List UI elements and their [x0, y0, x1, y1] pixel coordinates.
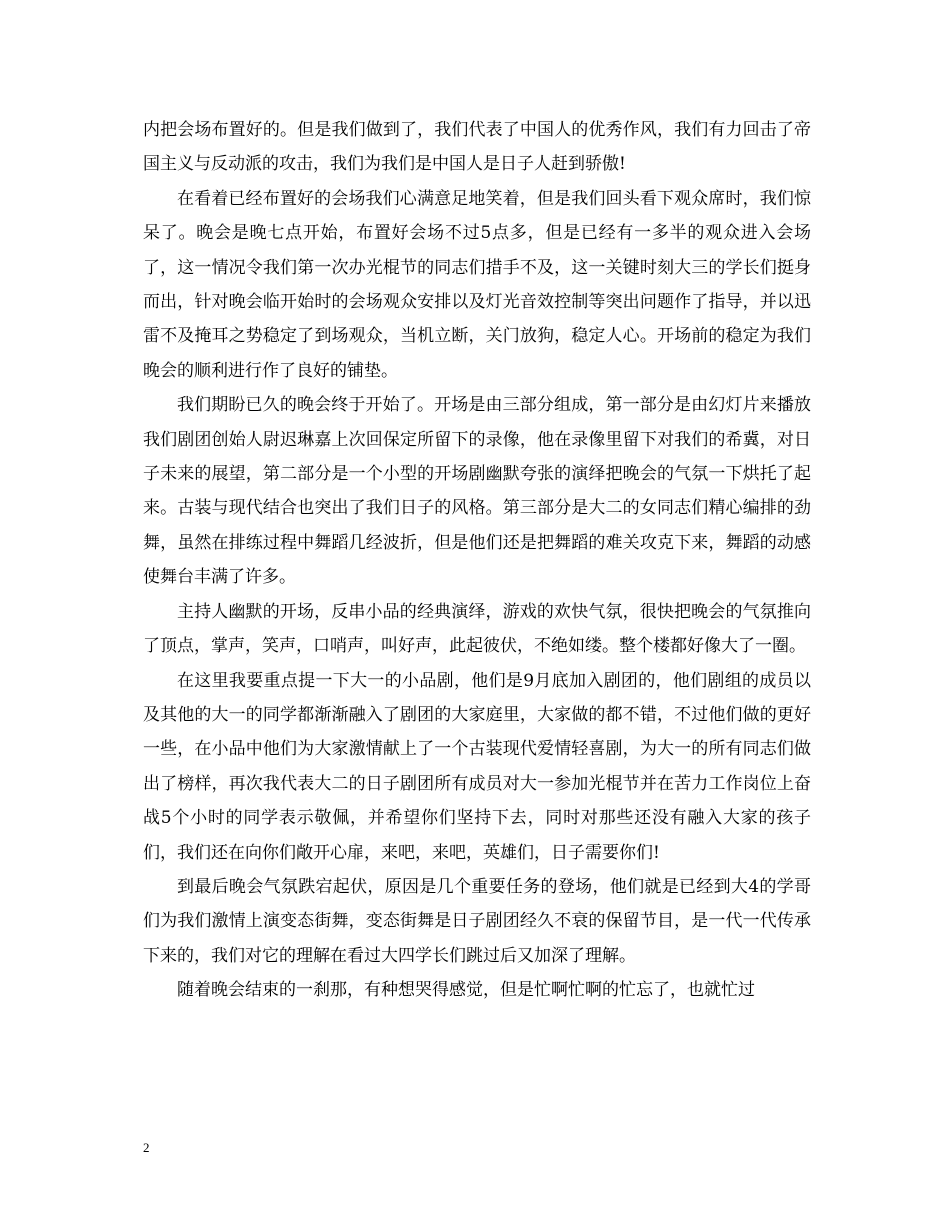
paragraph-1: 内把会场布置好的。但是我们做到了，我们代表了中国人的优秀作风，我们有力回击了帝国主义与反动派的攻击，我们为我们是中国人是日子人赶到骄傲!	[143, 120, 811, 175]
paragraph-3: 我们期盼已久的晚会终于开始了。开场是由三部分组成，第一部分是由幻灯片来播放我们剧团创始人尉迟琳嘉上次回保定所留下的录像，他在录像里留下对我们的希冀，对日子未来的展望，第二部分是一个小型的开场剧幽默夸张的演绎把晚会的气氛一下烘托了起来。古装与现代结合也突出了我们日子的风格。第三部分是大二的女同志们精心编排的劲舞，虽然在排练过程中舞蹈几经波折，但是他们还是把舞蹈的难关攻克下来，舞蹈的动感使舞台丰满了许多。	[143, 395, 811, 588]
page-number: 2	[143, 1140, 150, 1155]
body-text	[143, 113, 811, 1008]
paragraph-7: 随着晚会结束的一刹那，有种想哭得感觉，但是忙啊忙啊的忙忘了，也就忙过	[177, 980, 755, 1001]
paragraph-2: 在看着已经布置好的会场我们心满意足地笑着，但是我们回头看下观众席时，我们惊呆了。晚会是晚七点开始，布置好会场不过5点多，但是已经有一多半的观众进入会场了，这一情况令我们第一次办光棍节的同志们措手不及，这一关键时刻大三的学长们挺身而出，针对晚会临开始时的会场观众安排以及灯光音效控制等突出问题作了指导，并以迅雷不及掩耳之势稳定了到场观众，当机立断，关门放狗，稳定人心。开场前的稳定为我们晚会的顺利进行作了良好的铺垫。	[143, 188, 811, 381]
paragraph-5: 在这里我要重点提一下大一的小品剧，他们是9月底加入剧团的，他们剧组的成员以及其他的大一的同学都渐渐融入了剧团的大家庭里，大家做的都不错，不过他们做的更好一些，在小品中他们为大家激情献上了一个古装现代爱情轻喜剧，为大一的所有同志们做出了榜样，再次我代表大二的日子剧团所有成员对大一参加光棍节并在苦力工作岗位上奋战5个小时的同学表示敬佩，并希望你们坚持下去，同时对那些还没有融入大家的孩子们，我们还在向你们敞开心扉，来吧，来吧，英雄们，日子需要你们!	[143, 670, 811, 863]
paragraph-6: 到最后晚会气氛跌宕起伏，原因是几个重要任务的登场，他们就是已经到大4的学哥们为我们激情上演变态街舞，变态街舞是日子剧团经久不衰的保留节目，是一代一代传承下来的，我们对它的理解在看过大四学长们跳过后又加深了理解。	[143, 876, 811, 966]
paragraph-4: 主持人幽默的开场，反串小品的经典演绎，游戏的欢快气氛，很快把晚会的气氛推向了顶点，掌声，笑声，口哨声，叫好声，此起彼伏，不绝如缕。整个楼都好像大了一圈。	[143, 601, 811, 657]
